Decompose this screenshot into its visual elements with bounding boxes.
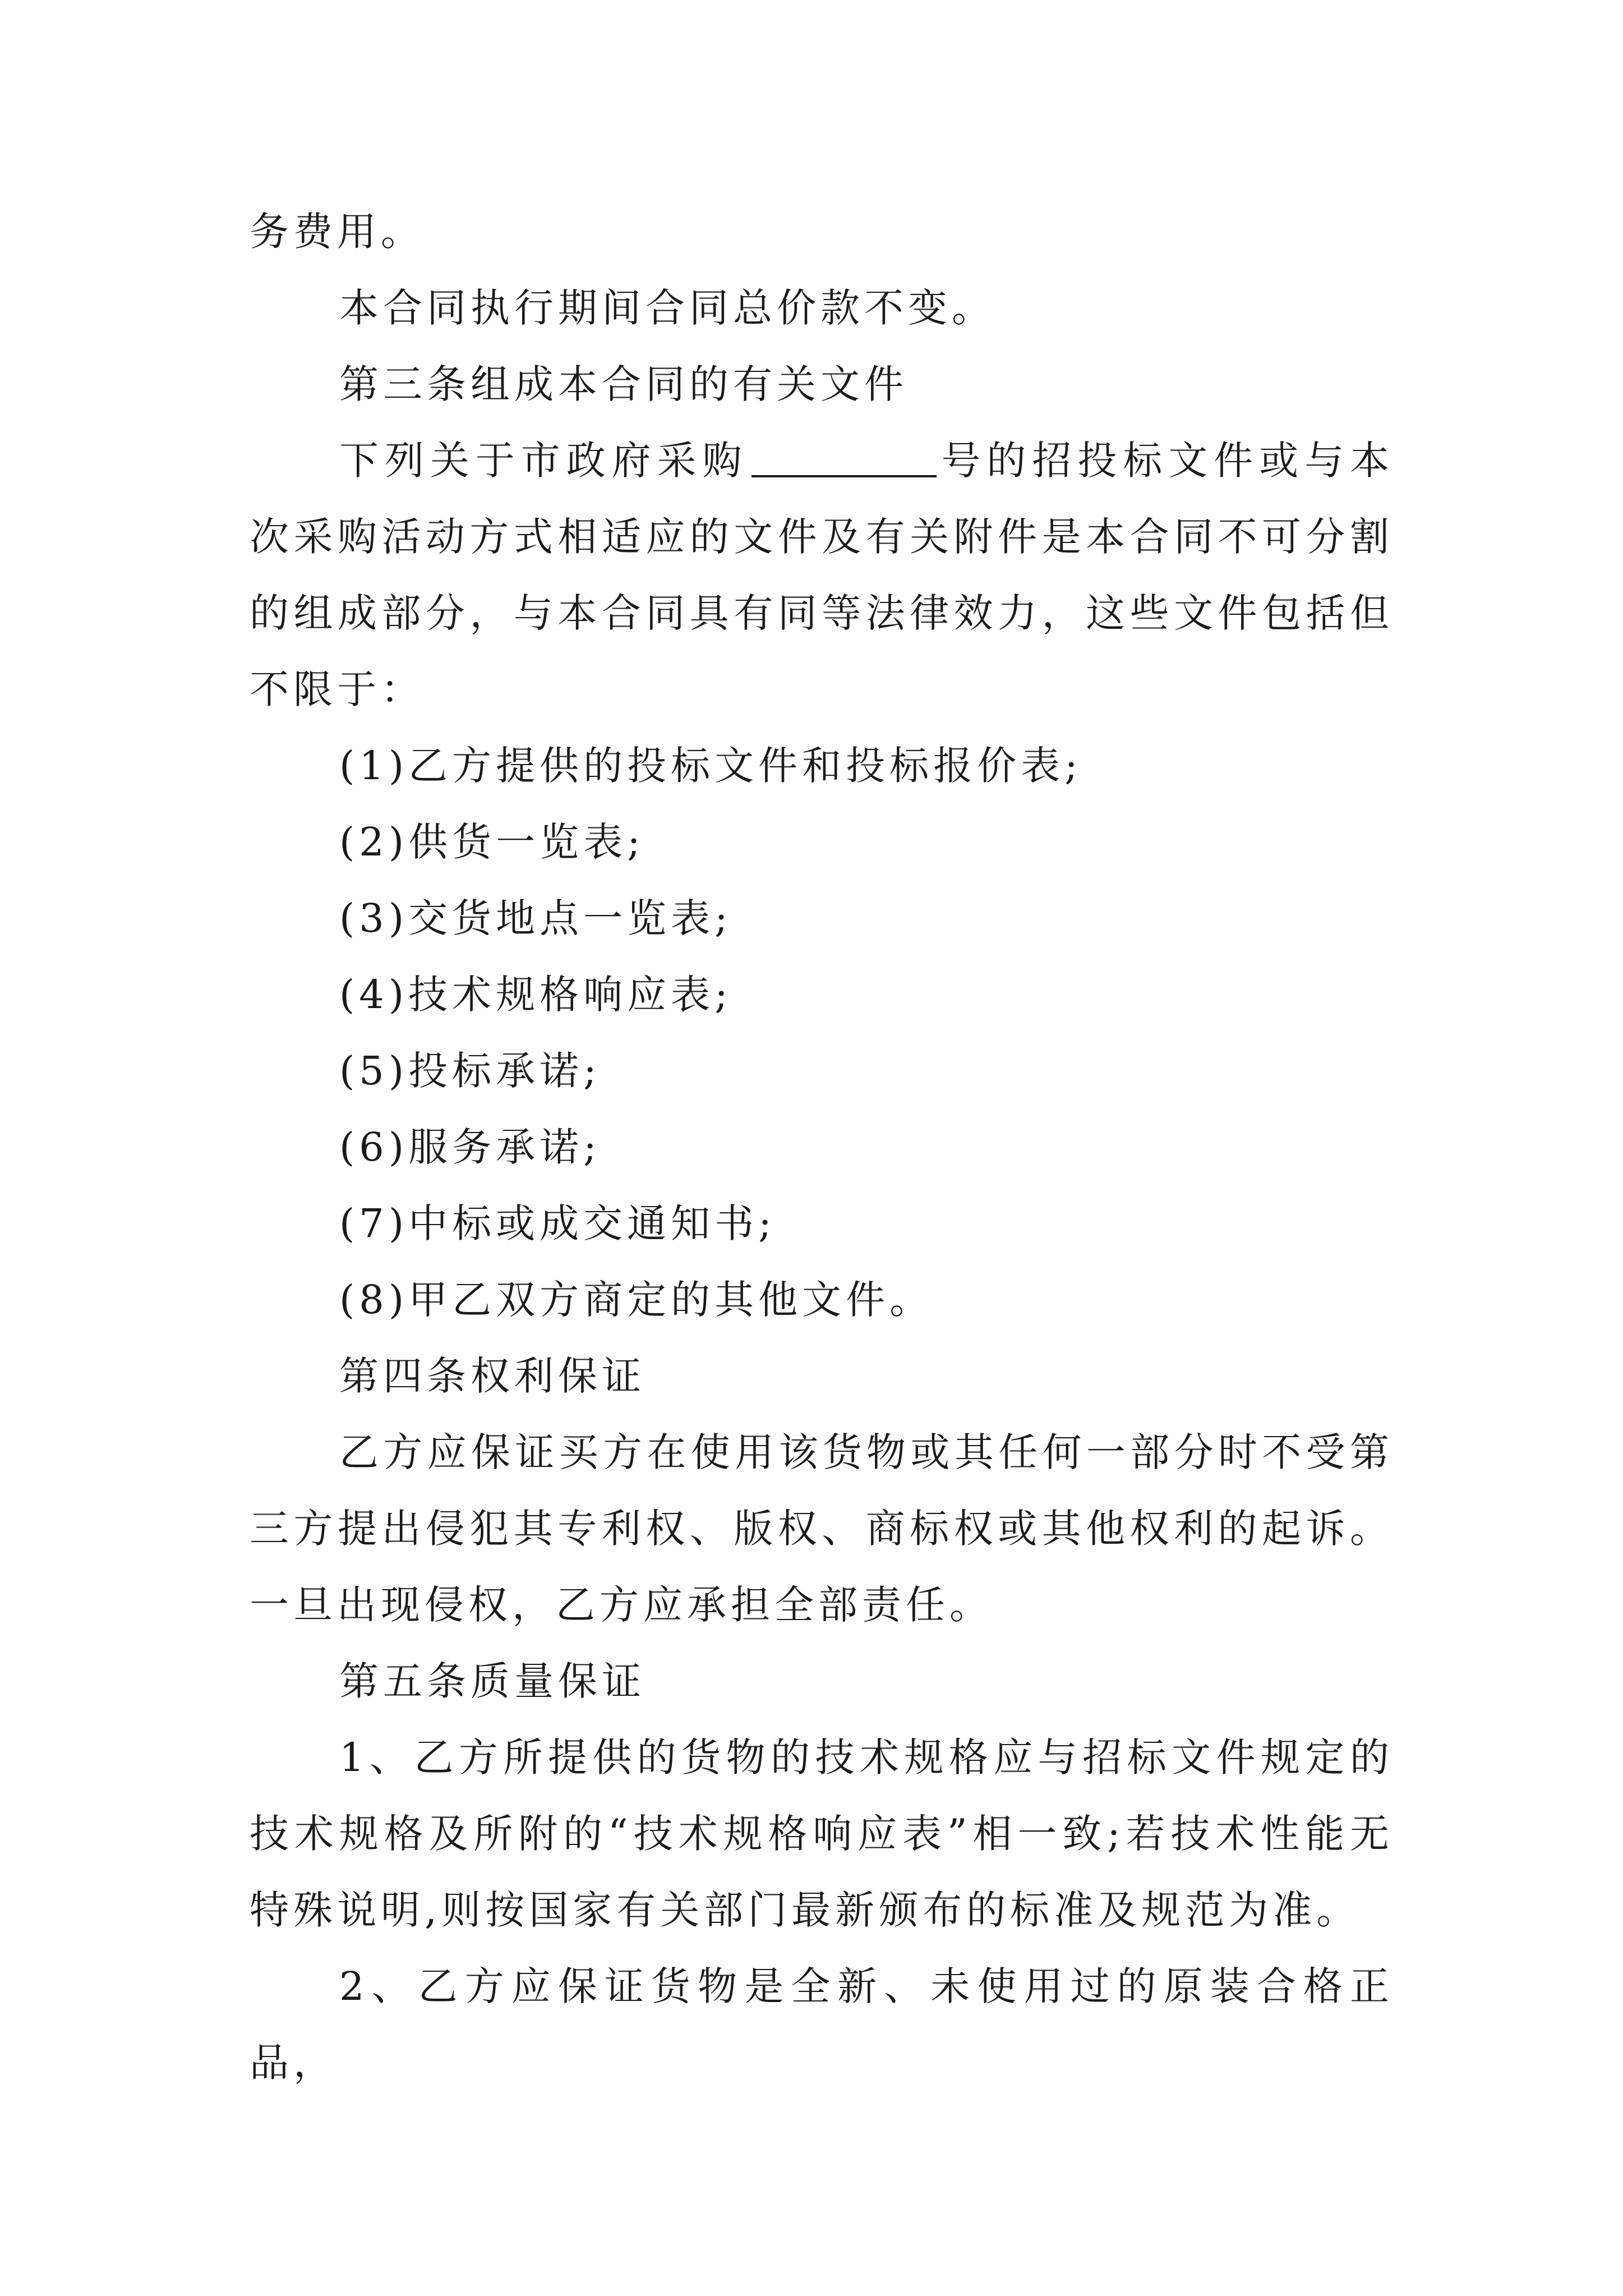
paragraph-continuation: 务费用。	[250, 209, 425, 255]
list-item-7: (7)中标或成交通知书;	[339, 1200, 776, 1246]
article-5-heading: 第五条质量保证	[339, 1658, 645, 1704]
list-item-5: (5)投标承诺;	[339, 1048, 601, 1094]
list-item-2: (2)供货一览表;	[339, 819, 645, 865]
paragraph-quality-1: 1、乙方所提供的货物的技术规格应与招标文件规定的技术规格及所附的“技术规格响应表”相一致;若技术性能无特殊说明,则按国家有关部门最新颁布的标准及规范为准。	[250, 1734, 1394, 1933]
paragraph-text-after-blank: 号的招投标文件或与本次采购活动方式相适应的文件及有关附件是本合同不可分割的组成部分，与本合同具有同等法律效力，这些文件包括但不限于：	[250, 438, 1394, 712]
article-4-heading: 第四条权利保证	[339, 1353, 645, 1399]
list-item-8: (8)甲乙双方商定的其他文件。	[339, 1277, 934, 1323]
list-item-3: (3)交货地点一览表;	[339, 895, 732, 941]
list-item-1: (1)乙方提供的投标文件和投标报价表;	[339, 743, 1082, 789]
paragraph-quality-2: 2、乙方应保证货物是全新、未使用过的原装合格正品，	[250, 1963, 1394, 2086]
document-body	[250, 194, 1394, 2101]
paragraph-rights-guarantee: 乙方应保证买方在使用该货物或其任何一部分时不受第三方提出侵犯其专利权、版权、商标权或其他权利的起诉。一旦出现侵权，乙方应承担全部责任。	[250, 1429, 1394, 1628]
paragraph-total-price: 本合同执行期间合同总价款不变。	[339, 285, 995, 331]
list-item-4: (4)技术规格响应表;	[339, 972, 732, 1018]
article-3-heading: 第三条组成本合同的有关文件	[339, 361, 908, 407]
paragraph-text-before-blank: 下列关于市政府采购	[339, 438, 748, 484]
paragraph-contract-documents	[250, 422, 1394, 728]
procurement-number-blank	[751, 436, 937, 477]
list-item-6: (6)服务承诺;	[339, 1124, 601, 1170]
